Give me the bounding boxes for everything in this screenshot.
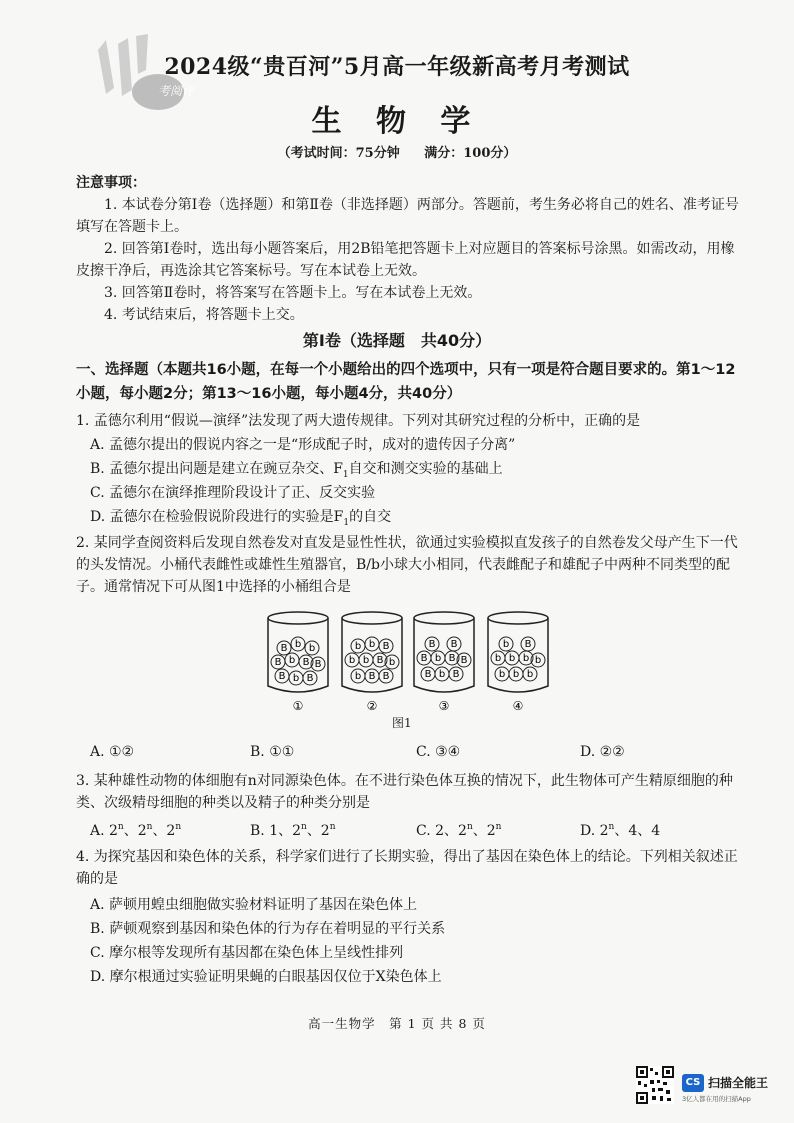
svg-text:b: b bbox=[534, 655, 542, 666]
svg-text:b: b bbox=[494, 653, 502, 664]
svg-text:B: B bbox=[306, 673, 314, 684]
bucket-4 bbox=[488, 612, 548, 692]
question-1-stem: 1. 孟德尔利用“假说—演绎”法发现了两大遗传规律。下列对其研究过程的分析中，正确的是 bbox=[76, 413, 641, 429]
section-title: 第Ⅰ卷（选择题 共40分） bbox=[302, 331, 492, 350]
svg-text:b: b bbox=[434, 653, 442, 664]
bucket-label: ④ bbox=[512, 699, 524, 713]
svg-text:b: b bbox=[288, 655, 296, 666]
question-4-option-b: B. 萨顿观察到基因和染色体的行为存在着明显的平行关系 bbox=[90, 921, 446, 937]
svg-text:b: b bbox=[354, 671, 362, 682]
svg-text:b: b bbox=[508, 653, 516, 664]
notice-item: 4. 考试结束后，将答题卡上交。 bbox=[104, 307, 304, 323]
part-heading: 一、选择题（本题共16小题，在每一个小题给出的四个选项中，只有一项是符合题目要求的。第1～12小题，每小题2分；第13～16小题，每小题4分，共40分） bbox=[76, 362, 736, 402]
question-2-option-a: A. ①② bbox=[90, 744, 135, 760]
notice-item: 2. 回答第Ⅰ卷时，选出每小题答案后，用2B铅笔把答题卡上对应题目的答案标号涂黑。如需改动，用橡皮擦干净后，再选涂其它答案标号。写在本试卷上无效。 bbox=[76, 241, 735, 279]
svg-text:B: B bbox=[448, 653, 456, 664]
svg-text:b: b bbox=[522, 653, 530, 664]
bucket-2 bbox=[342, 612, 402, 692]
question-2-option-c: C. ③④ bbox=[416, 744, 461, 760]
svg-text:B: B bbox=[302, 657, 310, 668]
question-2-option-b: B. ①① bbox=[250, 744, 295, 760]
svg-text:b: b bbox=[388, 657, 396, 668]
subject-title: 生 物 学 bbox=[311, 104, 483, 139]
question-4-option-d: D. 摩尔根通过实验证明果蝇的白眼基因仅位于X染色体上 bbox=[90, 969, 442, 985]
svg-text:B: B bbox=[382, 671, 390, 682]
full-score: 满分：100分） bbox=[424, 146, 517, 161]
question-1-option-b: B. 孟德尔提出问题是建立在豌豆杂交、$F_1$自交和测交实验的基础上 bbox=[90, 461, 503, 480]
question-4-stem: 4. 为探究基因和染色体的关系，科学家们进行了长期实验，得出了基因在染色体上的结论。下列相关叙述正确的是 bbox=[76, 849, 738, 887]
bucket-label: ② bbox=[366, 699, 378, 713]
question-3-option-d: D. 2n、4、4 bbox=[580, 822, 661, 839]
exam-info bbox=[0, 142, 794, 161]
bucket-label: ① bbox=[292, 699, 304, 713]
figure-caption: 图1 bbox=[392, 716, 412, 730]
exam-time: （考试时间：75分钟 bbox=[277, 146, 400, 161]
svg-text:b: b bbox=[512, 669, 520, 680]
svg-text:B: B bbox=[452, 669, 460, 680]
svg-text:b: b bbox=[354, 641, 362, 652]
exam-title: 2024级“贵百河”5月高一年级新高考月考测试 bbox=[164, 54, 630, 80]
svg-text:B: B bbox=[450, 639, 458, 650]
svg-text:b: b bbox=[362, 655, 370, 666]
svg-text:b: b bbox=[438, 669, 446, 680]
logo-text: 考阅评 bbox=[158, 84, 195, 98]
svg-text:b: b bbox=[294, 639, 302, 650]
notice-item: 1. 本试卷分第Ⅰ卷（选择题）和第Ⅱ卷（非选择题）两部分。答题前，考生务必将自己的姓名、准考证号填写在答题卡上。 bbox=[76, 197, 739, 235]
scanner-tagline: 3亿人都在用的扫描App bbox=[682, 1095, 751, 1103]
svg-text:B: B bbox=[368, 671, 376, 682]
qr-code-icon bbox=[636, 1066, 674, 1104]
question-3-stem: 3. 某种雄性动物的体细胞有n对同源染色体。在不进行染色体互换的情况下，此生物体可产生精原细胞的种类、次级精母细胞的种类以及精子的种类分别是 bbox=[76, 773, 733, 811]
bucket-1 bbox=[268, 612, 328, 692]
svg-text:B: B bbox=[524, 639, 532, 650]
question-3-options bbox=[90, 820, 660, 840]
question-3-option-b: B. 1、2n、2n bbox=[250, 822, 336, 839]
svg-text:B: B bbox=[314, 659, 322, 670]
svg-text:B: B bbox=[382, 641, 390, 652]
question-2-options bbox=[90, 744, 625, 760]
svg-text:b: b bbox=[526, 669, 534, 680]
svg-text:b: b bbox=[308, 643, 316, 654]
svg-text:B: B bbox=[420, 653, 428, 664]
notice-item: 3. 回答第Ⅱ卷时，将答案写在答题卡上。写在本试卷上无效。 bbox=[104, 285, 482, 301]
svg-text:b: b bbox=[502, 639, 510, 650]
question-4-option-a: A. 萨顿用蝗虫细胞做实验材料证明了基因在染色体上 bbox=[90, 897, 418, 913]
question-1-option-d: D. 孟德尔在检验假说阶段进行的实验是$F_1$的自交 bbox=[90, 509, 392, 528]
svg-text:b: b bbox=[348, 655, 356, 666]
svg-text:B: B bbox=[428, 639, 436, 650]
question-1-option-a: A. 孟德尔提出的假说内容之一是“形成配子时，成对的遗传因子分离” bbox=[90, 437, 516, 453]
svg-text:B: B bbox=[280, 643, 288, 654]
svg-text:b: b bbox=[292, 673, 300, 684]
svg-text:b: b bbox=[368, 639, 376, 650]
svg-text:B: B bbox=[278, 671, 286, 682]
question-1-option-c: C. 孟德尔在演绎推理阶段设计了正、反交实验 bbox=[90, 485, 376, 501]
scanner-app-name: 扫描全能王 bbox=[708, 1076, 769, 1090]
notice-heading: 注意事项： bbox=[76, 175, 146, 191]
question-2-stem: 2. 某同学查阅资料后发现自然卷发对直发是显性性状，欲通过实验模拟直发孩子的自然卷发父母产生下一代的头发情况。小桶代表雌性或雄性生殖器官，B/b小球大小相同，代表雌配子和雄配子中两种不同类型的配子。通常情况下可从图1中选择的小桶组合是 bbox=[76, 535, 738, 595]
svg-text:B: B bbox=[424, 669, 432, 680]
svg-text:B: B bbox=[376, 655, 384, 666]
question-4-option-c: C. 摩尔根等发现所有基因都在染色体上呈线性排列 bbox=[90, 945, 404, 961]
svg-text:B: B bbox=[274, 657, 282, 668]
bucket-label: ③ bbox=[438, 699, 450, 713]
question-3-option-c: C. 2、2n、2n bbox=[416, 822, 502, 839]
svg-text:b: b bbox=[498, 669, 506, 680]
bucket-3 bbox=[414, 612, 474, 692]
scanner-badge: CS bbox=[682, 1074, 704, 1092]
question-2-option-d: D. ②② bbox=[580, 744, 625, 760]
question-3-option-a: A. 2n、2n、2n bbox=[90, 822, 182, 839]
page-footer: 高一生物学 第 1 页 共 8 页 bbox=[308, 1016, 486, 1031]
svg-text:B: B bbox=[460, 655, 468, 666]
